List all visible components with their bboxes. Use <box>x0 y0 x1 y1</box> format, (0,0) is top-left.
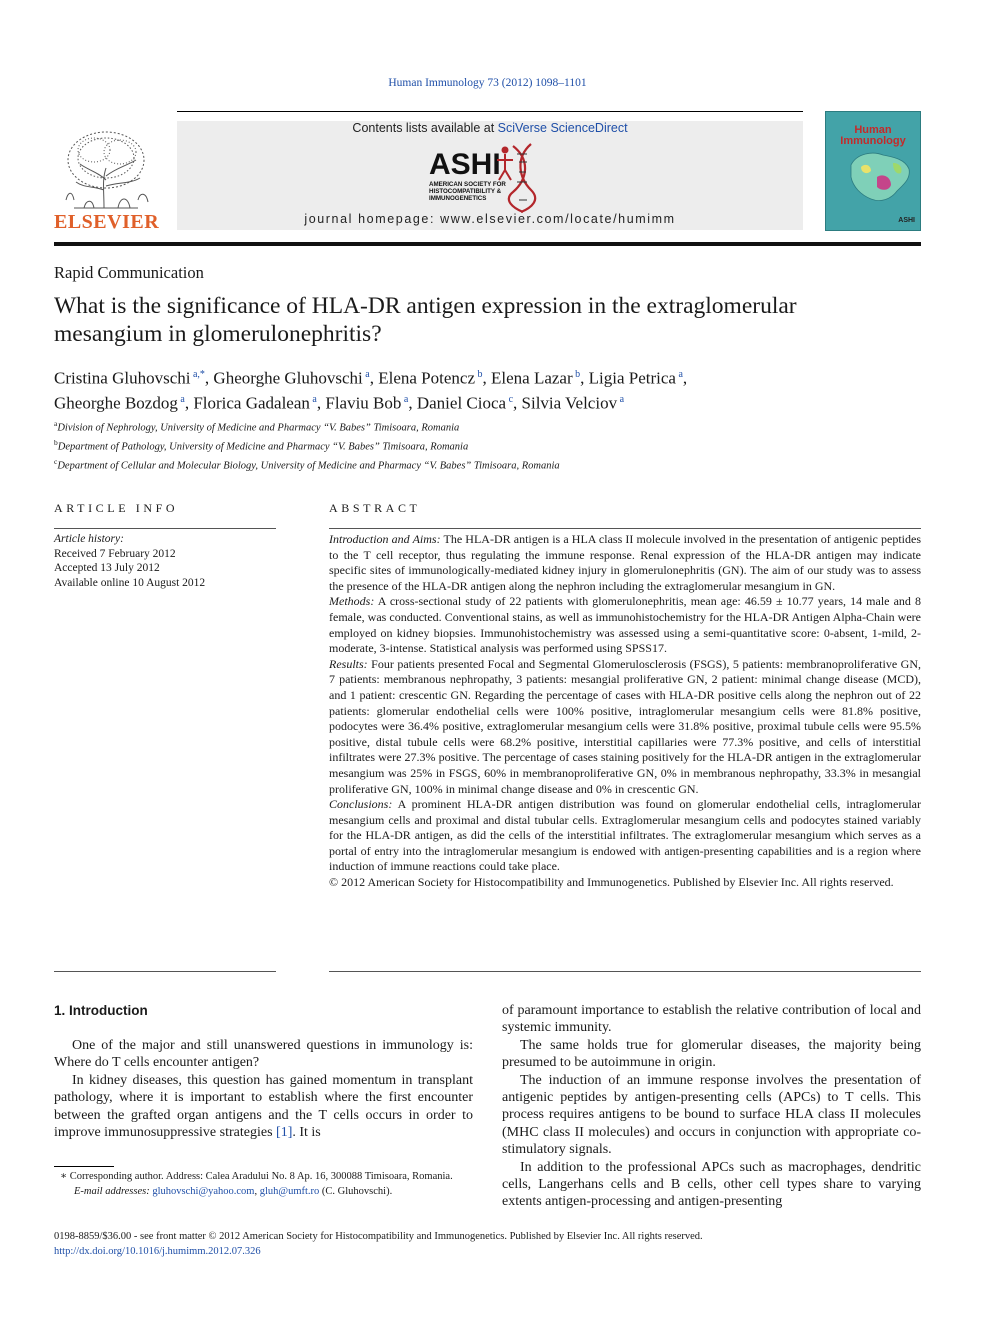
abstract-methods-text: A cross-sectional study of 22 patients with glomerulonephritis, mean age: 46.59 ± 10.77 years, 14 male and 8 female, was conducted. Conventional stains, as well as immunohistochemistry for the HLA-DR Antigen Alpha-Chain were employed on kidney biopsies. Immunohistochemistry was assessed using a semi-quantitative score: 0-absent, 1-mild, 2-moderate, 3-intense. Statistical analysis was performed using SPSS17. <box>329 594 921 656</box>
article-title <box>54 292 934 348</box>
ashi-logo-letters: ASHI <box>429 148 501 181</box>
author-affiliation-mark[interactable] <box>178 394 185 405</box>
abstract-copyright: © 2012 American Society for Histocompatibility and Immunogenetics. Published by Elsevier Inc. All rights reserved. <box>329 875 894 890</box>
affiliation-mark: a <box>54 419 58 428</box>
corresponding-author-note: ∗ Corresponding author. Address: Calea Aradului No. 8 Ap. 16, 300088 Timisoara, Romania. <box>60 1171 453 1182</box>
author-sup[interactable]: c <box>508 393 514 405</box>
cover-map-icon <box>847 147 913 207</box>
author-sup[interactable]: a <box>365 369 370 380</box>
header-thick-rule <box>54 242 921 246</box>
abstract-intro-text: The HLA-DR antigen is a HLA class II molecule involved in the presentation of antigenic peptides to the T cell receptor, thus regulating the immune response. Renal expression of the HLA-DR antigen may indicate specific sites of immunologically-mediated kidney injury in glomerulonephritis (GN). The aim of our study was to assess the presence of the HLA-DR antigen along the nephron including the extraglomerular mesangium in GN. <box>329 532 921 593</box>
author-sup[interactable]: a <box>619 393 625 405</box>
author-sup[interactable]: a,* <box>192 369 205 380</box>
author-name: Gheorghe Bozdog <box>54 393 178 413</box>
body-paragraph: One of the major and still unanswered questions in immunology is: Where do T cells encounter antigen? <box>54 1038 473 1071</box>
author-name: Flaviu Bob <box>325 393 402 413</box>
author-sup[interactable]: a <box>312 393 317 405</box>
ashi-society-logo-icon <box>427 140 551 214</box>
abstract-results-text: Four patients presented Focal and Segmental Glomerulosclerosis (FSGS), 5 patients: membranoproliferative GN, 7 patients: membranous nephropathy, 3 patients: mesangial proliferative GN, 2 patient: minimal change disease (MCD), and 1 patient: crescentic GN. Regarding the percentage of cases with HLA-DR positive cells along the nephron out of 22 patients: glomerular endothelial cells were 100% positive, intraglomerular mesangium cells were 81.8% positive, podocytes were 36.4% positive, extraglomerular mesangium cells were 31.8% positive, proximal tubule cells were 95.5% positive, distal tubule cells were 68.2% positive, interstitial capillaries were 77.3% positive, and cells of interstitial infiltrates were 27.3% positive. The percentage of cases staining positively for the HLA-DR antigen in the extraglomerular mesangium was 25% in FSGS, 60% in membranoproliferative GN, 0% in membranous nephropathy, 33.3% in mesangial proliferative GN, 100% in minimal change disease and 0% in crescentic GN. <box>329 656 921 796</box>
article-history <box>54 532 276 590</box>
affiliation-item <box>54 417 934 436</box>
author-list <box>54 364 934 413</box>
body-paragraph: The induction of an immune response involves the presentation of antigenic peptides by antigen-presenting cells (APCs) to T cells. This process requires antigens to be bound to surface HLA class II molecules (MHC class II molecules) and occurs in conjunction with appropriate co-stimulatory signals. <box>502 1072 921 1158</box>
author-affiliation-mark[interactable] <box>506 394 513 405</box>
author-separator: , <box>369 368 379 388</box>
contents-available-line <box>177 121 803 135</box>
body-text: In kidney diseases, this question has gained momentum in transplant pathology, where it is important to establish where the first encounter between the grafted organ antigens and the T cells occurs in order to improve immunosuppressive strategies <box>54 1072 473 1141</box>
author-affiliation-mark[interactable] <box>617 394 624 405</box>
author-affiliation-mark[interactable] <box>475 369 483 380</box>
body-paragraph: of paramount importance to establish the relative contribution of local and systemic immunity. <box>502 1003 921 1036</box>
email-label: E-mail addresses: <box>74 1185 150 1197</box>
cover-title-line-2: Immunology <box>840 135 906 147</box>
issn-line: 0198-8859/$36.00 - see front matter © 2012 American Society for Histocompatibility and Immunogenetics. Published by Elsevier Inc. All rights reserved. <box>54 1231 703 1242</box>
body-paragraph: The same holds true for glomerular diseases, the majority being presumed to be autoimmune in origin. <box>502 1037 921 1071</box>
affiliation-mark: b <box>54 438 58 447</box>
email-link-1[interactable]: gluhovschi@yahoo.com <box>152 1185 255 1197</box>
affiliation-item <box>54 455 934 474</box>
abstract-results-label: Results: <box>329 656 368 671</box>
author-sup[interactable]: b <box>477 369 483 380</box>
email-link-2[interactable]: gluh@umft.ro <box>259 1185 320 1197</box>
body-paragraph: In addition to the professional APCs such as macrophages, dendritic cells, Langerhans cells and B cells, other cell types share to varying extents antigen-processing and antigen-presenting <box>502 1159 921 1210</box>
abstract-conclusions <box>329 797 921 875</box>
abstract-intro-label: Introduction and Aims: <box>329 532 441 546</box>
author-sup[interactable]: a <box>678 369 683 380</box>
affiliations <box>54 417 934 474</box>
journal-cover-thumbnail[interactable] <box>825 111 921 231</box>
cover-ashi-badge: ASHI <box>898 217 915 224</box>
abstract-intro <box>329 532 921 594</box>
author-separator: , <box>682 368 688 388</box>
author-name: Florica Gadalean <box>193 393 310 413</box>
history-label: Article history: <box>54 533 124 545</box>
author-name: Silvia Velciov <box>521 393 618 413</box>
abstract-rule <box>329 528 921 529</box>
received-date: Received 7 February 2012 <box>54 547 176 560</box>
author-separator: , <box>204 368 214 388</box>
ashi-logo-sub-2: HISTOCOMPATIBILITY & <box>429 188 502 195</box>
author-separator: , <box>316 393 326 413</box>
author-name: Cristina Gluhovschi <box>54 368 191 388</box>
author-name: Daniel Cioca <box>416 393 507 413</box>
journal-reference-link[interactable]: Human Immunology 73 (2012) 1098–1101 <box>388 77 587 89</box>
cover-title-line-1: Human <box>854 124 892 136</box>
ashi-logo-sub-1: AMERICAN SOCIETY FOR <box>429 181 506 188</box>
abstract-bottom-rule <box>329 971 921 972</box>
body-left-column <box>54 1037 473 1141</box>
author-name: Elena Lazar <box>491 368 573 388</box>
article-info-heading: ARTICLE INFO <box>54 501 179 515</box>
article-info-bottom-rule <box>54 971 276 972</box>
author-sup[interactable]: a <box>403 393 409 405</box>
abstract-heading: ABSTRACT <box>329 501 421 515</box>
article-info-rule <box>54 528 276 529</box>
author-name: Ligia Petrica <box>588 368 676 388</box>
abstract-conclusions-label: Conclusions: <box>329 797 393 812</box>
email-suffix: (C. Gluhovschi). <box>319 1185 393 1197</box>
authors-line-1 <box>54 364 934 389</box>
cover-title <box>830 125 916 147</box>
abstract-conclusions-text: A prominent HLA-DR antigen distribution was found on glomerular endothelial cells, intraglomerular mesangium cells and proximal and distal tubular cells. Extraglomerular mesangium cells and podocytes stained variably for the HLA-DR antigen, as did the cells of the interstitial infiltrates. The extraglomerular mesangium which serves as a portal of entry into the intraglomerular mesangium is endowed with antigen-presenting capabilities and is a region where induction of immune reactions could take place. <box>329 797 921 874</box>
page-footer <box>54 1230 934 1259</box>
author-separator: , <box>184 393 194 413</box>
ashi-logo-sub-3: IMMUNOGENETICS <box>429 195 487 202</box>
citation-link[interactable]: [1] <box>276 1125 293 1141</box>
contents-prefix: Contents lists available at <box>352 121 498 135</box>
doi-link[interactable]: http://dx.doi.org/10.1016/j.humimm.2012.07.326 <box>54 1245 261 1257</box>
affiliation-item <box>54 436 934 455</box>
affiliation-text: Division of Nephrology, University of Medicine and Pharmacy “V. Babes” Timisoara, Romania <box>57 422 460 434</box>
accepted-date: Accepted 13 July 2012 <box>54 562 160 575</box>
header-top-rule <box>177 111 803 112</box>
author-sup[interactable]: a <box>180 393 185 405</box>
author-separator: , <box>580 368 589 388</box>
author-name: Elena Potencz <box>378 368 475 388</box>
footnotes <box>54 1170 473 1199</box>
author-name: Gheorghe Gluhovschi <box>213 368 363 388</box>
affiliation-text: Department of Cellular and Molecular Biology, University of Medicine and Pharmacy “V. Babes” Timisoara, Romania <box>57 460 560 472</box>
body-right-column <box>502 1002 921 1211</box>
author-affiliation-mark[interactable] <box>190 369 204 380</box>
authors-line-2 <box>54 389 934 414</box>
title-line-1: What is the significance of HLA-DR antigen expression in the extraglomerular <box>54 293 797 319</box>
affiliation-mark: c <box>54 457 58 466</box>
abstract-methods <box>329 594 921 656</box>
article-type: Rapid Communication <box>54 263 204 282</box>
author-separator: , <box>482 368 491 388</box>
abstract-methods-label: Methods: <box>329 594 375 609</box>
author-affiliation-mark[interactable] <box>676 369 683 380</box>
author-separator: , <box>513 393 522 413</box>
introduction-heading: 1. Introduction <box>54 1003 148 1018</box>
body-paragraph <box>54 1072 473 1142</box>
abstract-results <box>329 657 921 797</box>
title-line-2: mesangium in glomerulonephritis? <box>54 321 382 347</box>
author-separator: , <box>408 393 417 413</box>
author-affiliation-mark[interactable] <box>363 369 370 380</box>
sciverse-sciencedirect-link[interactable]: SciVerse ScienceDirect <box>497 121 628 135</box>
author-sup[interactable]: b <box>575 369 581 380</box>
footnote-rule <box>54 1166 114 1167</box>
email-note <box>54 1185 473 1200</box>
body-text: . It is <box>292 1125 321 1141</box>
elsevier-wordmark: ELSEVIER <box>54 211 160 233</box>
online-date: Available online 10 August 2012 <box>54 576 206 589</box>
email-separator: , <box>254 1185 260 1197</box>
author-affiliation-mark[interactable] <box>310 394 317 405</box>
journal-homepage-line[interactable]: journal homepage: www.elsevier.com/locate/humimm <box>304 212 676 226</box>
abstract-body <box>329 532 921 891</box>
affiliation-text: Department of Pathology, University of Medicine and Pharmacy “V. Babes” Timisoara, Romania <box>57 441 469 453</box>
